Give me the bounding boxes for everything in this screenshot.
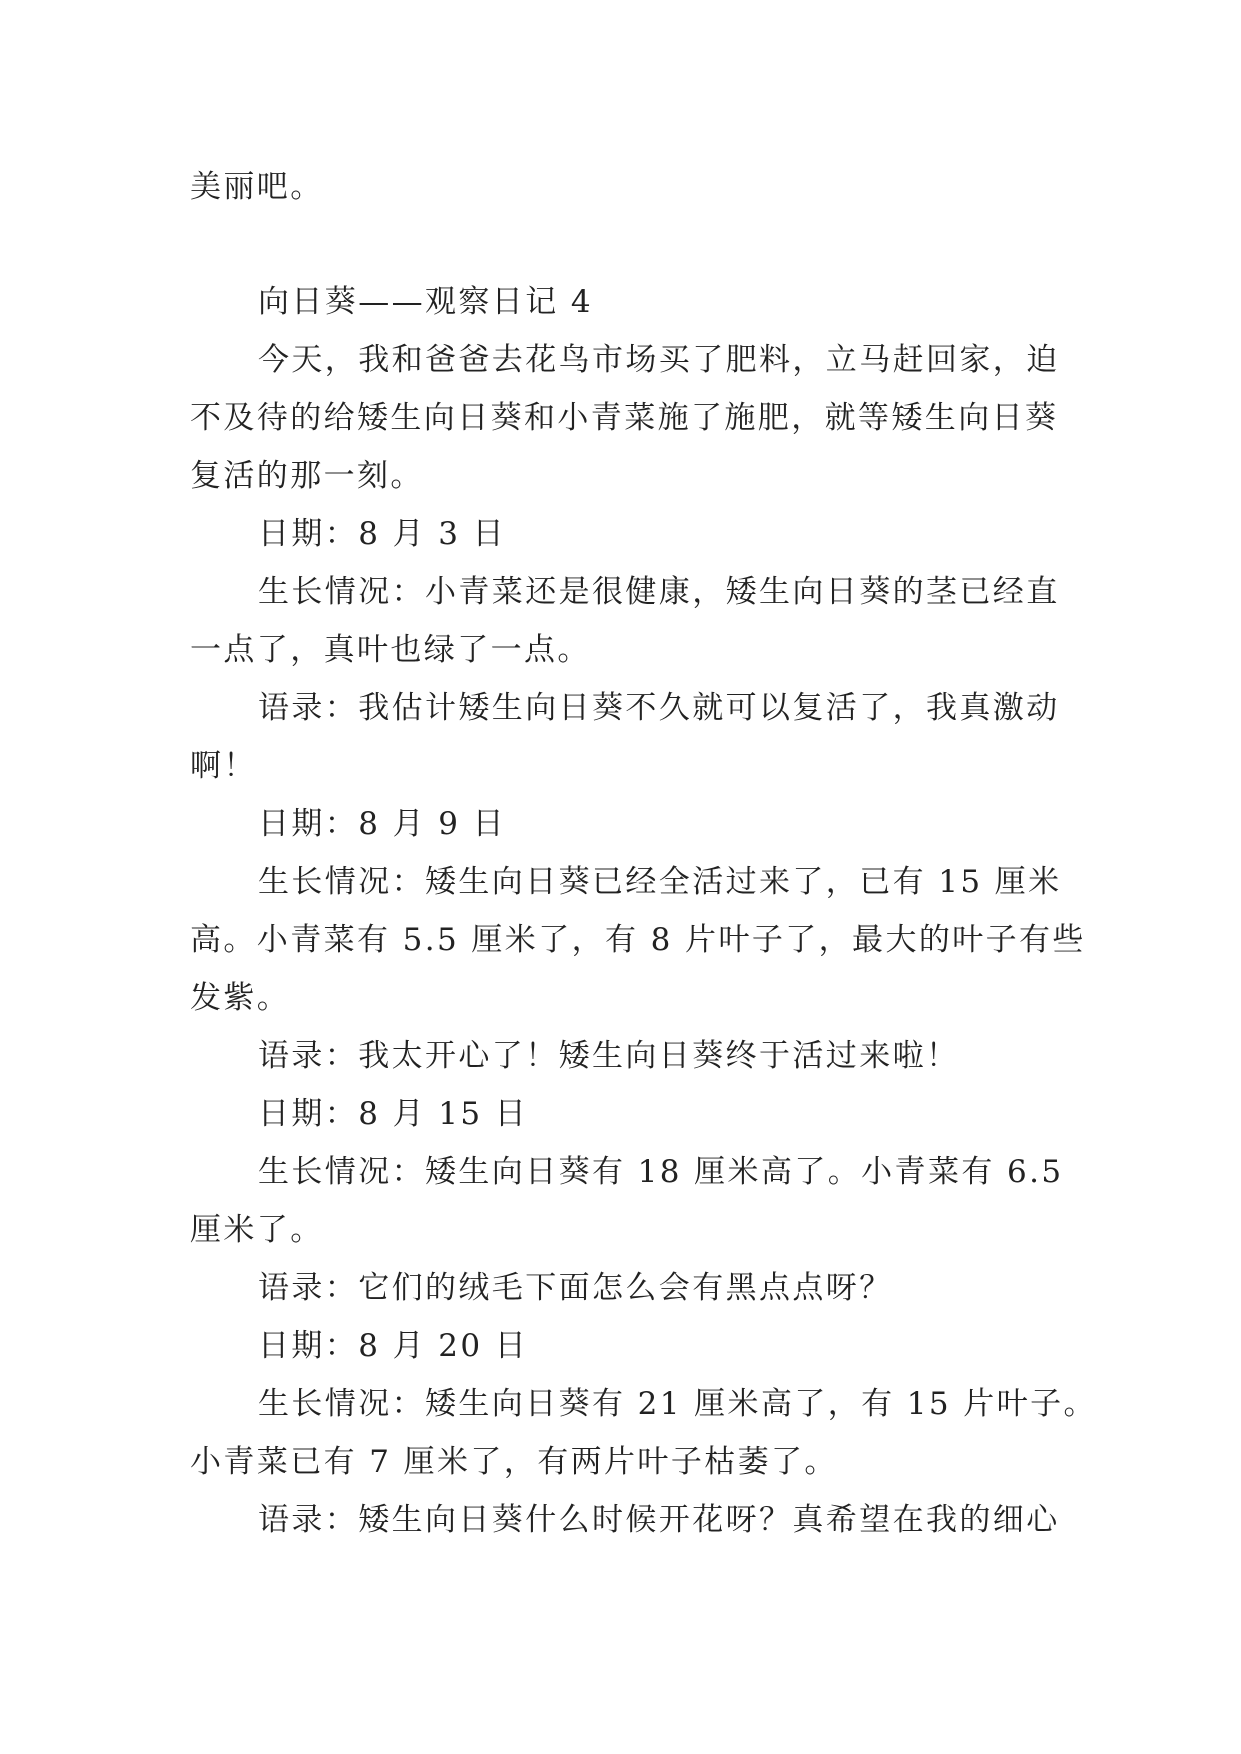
paragraph-line: 一点了，真叶也绿了一点。 xyxy=(190,632,591,668)
paragraph-line: 厘米了。 xyxy=(190,1212,324,1248)
section-title: 向日葵——观察日记 4 xyxy=(258,284,593,320)
growth-line: 生长情况：矮生向日葵有 18 厘米高了。小青菜有 6.5 xyxy=(258,1154,1064,1190)
growth-line: 生长情况：矮生向日葵已经全活过来了，已有 15 厘米 xyxy=(258,864,1062,900)
paragraph-line: 美丽吧。 xyxy=(190,169,324,205)
quote-line: 语录：我太开心了！矮生向日葵终于活过来啦！ xyxy=(258,1038,960,1074)
quote-line: 语录：矮生向日葵什么时候开花呀？真希望在我的细心 xyxy=(258,1502,1060,1538)
date-line: 日期：8 月 20 日 xyxy=(258,1328,529,1364)
date-line: 日期：8 月 3 日 xyxy=(258,516,507,552)
paragraph-line: 啊！ xyxy=(190,748,257,784)
quote-line: 语录：我估计矮生向日葵不久就可以复活了，我真激动 xyxy=(258,690,1060,726)
paragraph-line: 高。小青菜有 5.5 厘米了，有 8 片叶子了，最大的叶子有些 xyxy=(190,922,1086,958)
date-line: 日期：8 月 9 日 xyxy=(258,806,507,842)
growth-line: 生长情况：小青菜还是很健康，矮生向日葵的茎已经直 xyxy=(258,574,1060,610)
date-line: 日期：8 月 15 日 xyxy=(258,1096,529,1132)
growth-line: 生长情况：矮生向日葵有 21 厘米高了，有 15 片叶子。 xyxy=(258,1386,1097,1422)
paragraph-line: 今天，我和爸爸去花鸟市场买了肥料，立马赶回家，迫 xyxy=(258,342,1060,378)
paragraph-line: 不及待的给矮生向日葵和小青菜施了施肥，就等矮生向日葵 xyxy=(190,400,1059,436)
quote-line: 语录：它们的绒毛下面怎么会有黑点点呀？ xyxy=(258,1270,893,1306)
paragraph-line: 发紫。 xyxy=(190,980,291,1016)
paragraph-line: 小青菜已有 7 厘米了，有两片叶子枯萎了。 xyxy=(190,1444,838,1480)
paragraph-line: 复活的那一刻。 xyxy=(190,458,424,494)
